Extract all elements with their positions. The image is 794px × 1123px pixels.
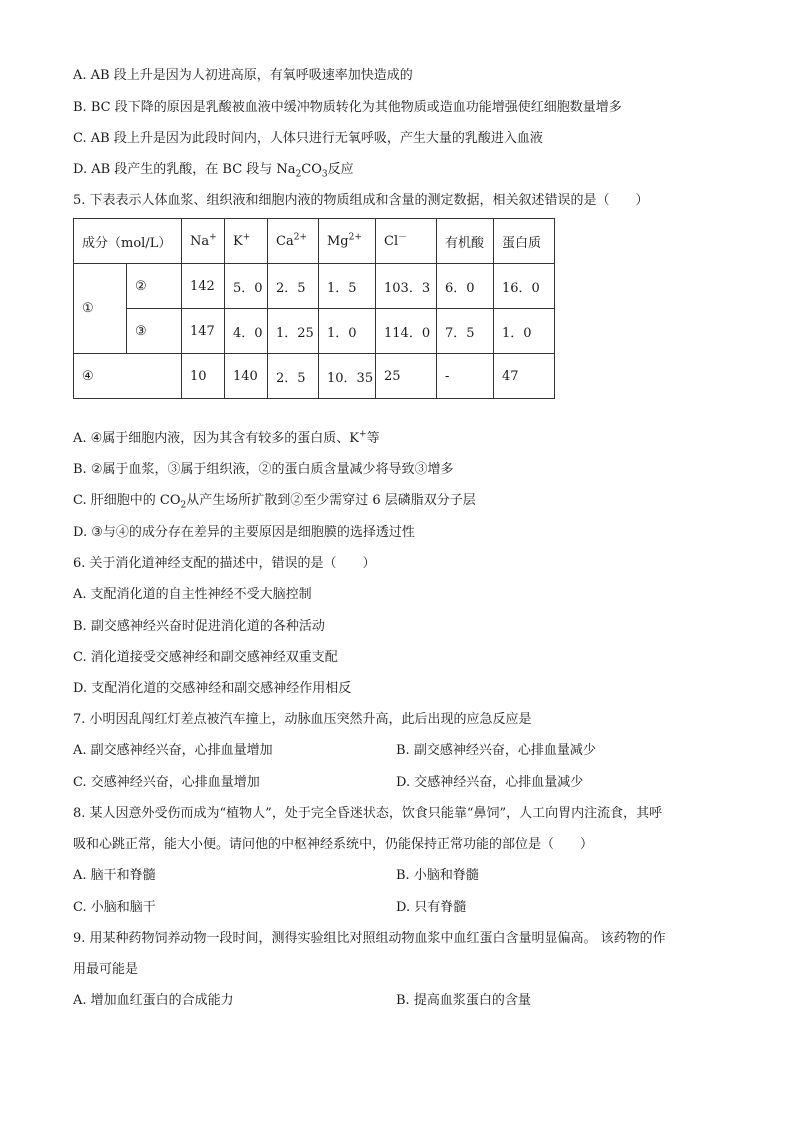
header-na (182, 219, 225, 264)
q4-option-d (73, 161, 354, 179)
q4-d-post: 反应 (327, 162, 354, 177)
table-row (74, 354, 555, 399)
table-header-row (74, 219, 555, 264)
q4-d-sub2: 3 (321, 169, 328, 180)
table-cell: 7．5 (437, 309, 494, 354)
header-ca (268, 219, 319, 264)
header-na-sup: + (209, 232, 217, 243)
header-organic: 有机酸 (437, 219, 494, 264)
table-cell: 25 (376, 354, 437, 399)
table-row (74, 309, 555, 354)
q6-stem: 6. 关于消化道神经支配的描述中，错误的是（ ） (73, 556, 376, 571)
table-cell: - (437, 354, 494, 399)
header-cl-sup: － (398, 232, 408, 243)
q5-c-pre: C. 肝细胞中的 CO (73, 493, 181, 508)
q8-option-b: B. 小脑和脊髓 (396, 868, 479, 883)
q5-option-d: D. ③与④的成分存在差异的主要原因是细胞膜的选择透过性 (73, 525, 415, 540)
header-mg (319, 219, 376, 264)
table-cell: 10．35 (319, 354, 376, 399)
q6-option-c: C. 消化道接受交感神经和副交感神经双重支配 (73, 650, 338, 665)
q5-stem: 5. 下表表示人体血浆、组织液和细胞内液的物质组成和含量的测定数据，相关叙述错误的是（ ） (73, 193, 649, 208)
q7-option-b: B. 副交感神经兴奋，心排血量减少 (396, 743, 596, 758)
table-cell: 1．5 (319, 264, 376, 309)
q6-option-a: A. 支配消化道的自主性神经不受大脑控制 (73, 587, 312, 602)
row-label: ② (127, 264, 182, 309)
q9-option-b: B. 提高血浆蛋白的含量 (396, 993, 531, 1008)
header-k (225, 219, 268, 264)
q5-option-a (73, 430, 380, 448)
q7-option-a: A. 副交感神经兴奋，心排血量增加 (73, 743, 273, 758)
header-k-sup: + (242, 232, 251, 243)
row-label: ③ (127, 309, 182, 354)
q7-option-c: C. 交感神经兴奋，心排血量增加 (73, 775, 260, 790)
header-cl (376, 219, 437, 264)
table-cell: 16．0 (494, 264, 555, 309)
q4-d-pre: D. AB 段产生的乳酸，在 BC 段与 Na (73, 162, 296, 177)
q4-option-a: A. AB 段上升是因为人初进高原，有氧呼吸速率加快造成的 (73, 68, 413, 83)
q4-option-b: B. BC 段下降的原因是乳酸被血液中缓冲物质转化为其他物质或造血功能增强使红细胞数量增多 (73, 100, 622, 115)
header-ca-text: Ca (276, 233, 294, 249)
header-label: 成分（mol/L） (74, 219, 182, 264)
table-cell: 103．3 (376, 264, 437, 309)
q5-c-sub: 2 (180, 500, 187, 511)
q5-option-b: B. ②属于血浆，③属于组织液，②的蛋白质含量减少将导致③增多 (73, 462, 454, 477)
header-protein: 蛋白质 (494, 219, 555, 264)
composition-table (73, 218, 555, 399)
table-cell: 142 (182, 264, 225, 309)
q9-stem-line1: 9. 用某种药物饲养动物一段时间，测得实验组比对照组动物血浆中血红蛋白含量明显偏高。 该药物的作 (73, 931, 666, 946)
q4-d-sub1: 2 (295, 169, 302, 180)
q5-a-post: 等 (366, 431, 380, 446)
table-row (74, 264, 555, 309)
table-cell: 10 (182, 354, 225, 399)
table-cell: 4．0 (225, 309, 268, 354)
row-label: ④ (74, 354, 182, 399)
header-ca-sup: 2+ (293, 232, 307, 243)
table-cell: 2．5 (268, 354, 319, 399)
q7-option-d: D. 交感神经兴奋，心排血量减少 (396, 775, 584, 790)
header-k-text: K (233, 233, 243, 249)
q5-c-post: 从产生场所扩散到②至少需穿过 6 层磷脂双分子层 (186, 493, 476, 508)
q7-stem: 7. 小明因乱闯红灯差点被汽车撞上，动脉血压突然升高，此后出现的应急反应是 (73, 712, 532, 727)
q8-option-c: C. 小脑和脑干 (73, 900, 156, 915)
table-cell: 47 (494, 354, 555, 399)
group-label: ① (74, 264, 127, 354)
table-cell: 5．0 (225, 264, 268, 309)
table-cell: 1．0 (319, 309, 376, 354)
q4-d-mid: CO (301, 162, 322, 177)
header-cl-text: Cl (384, 233, 399, 249)
header-mg-text: Mg (327, 233, 349, 249)
q4-option-c: C. AB 段上升是因为此段时间内，人体只进行无氧呼吸，产生大量的乳酸进入血液 (73, 131, 543, 146)
q8-option-a: A. 脑干和脊髓 (73, 868, 156, 883)
q6-option-b: B. 副交感神经兴奋时促进消化道的各种活动 (73, 619, 325, 634)
header-mg-sup: 2+ (348, 232, 362, 243)
q5-a-sup: + (359, 429, 367, 440)
table-cell: 147 (182, 309, 225, 354)
q8-stem-line1: 8. 某人因意外受伤而成为“植物人”，处于完全昏迷状态，饮食只能靠“鼻饲”，人工向胃内注流食，其呼 (73, 806, 663, 821)
q9-stem-line2: 用最可能是 (73, 962, 139, 977)
q8-option-d: D. 只有脊髓 (396, 900, 467, 915)
q5-option-c (73, 492, 476, 510)
table-cell: 114．0 (376, 309, 437, 354)
table-cell: 2．5 (268, 264, 319, 309)
q9-option-a: A. 增加血红蛋白的合成能力 (73, 993, 234, 1008)
table-cell: 6．0 (437, 264, 494, 309)
table-cell: 1．25 (268, 309, 319, 354)
q5-a-text: A. ④属于细胞内液，因为其含有较多的蛋白质、K (73, 431, 360, 446)
table-cell: 1．0 (494, 309, 555, 354)
q6-option-d: D. 支配消化道的交感神经和副交感神经作用相反 (73, 681, 352, 696)
table-cell: 140 (225, 354, 268, 399)
q8-stem-line2: 吸和心跳正常，能大小便。请问他的中枢神经系统中，仍能保持正常功能的部位是（ ） (73, 837, 594, 852)
header-na-text: Na (190, 233, 210, 249)
